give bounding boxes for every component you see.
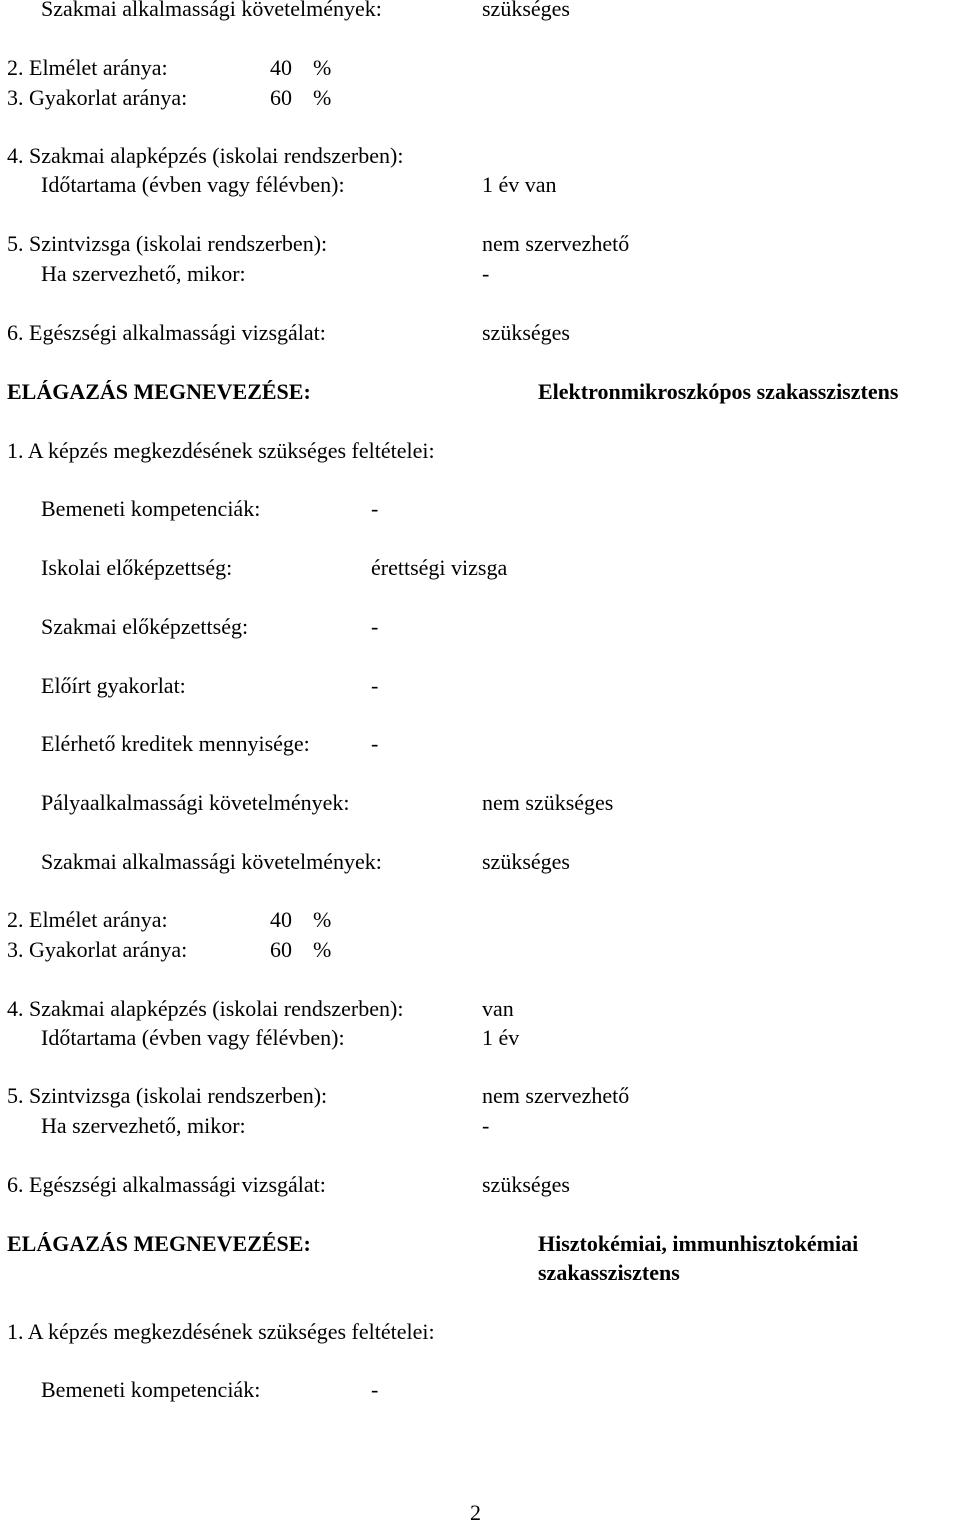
mikor-label: Ha szervezhető, mikor:	[41, 1113, 246, 1138]
bemeneti-label: Bemeneti kompetenciák:	[41, 496, 261, 521]
branch-name-line2: szakasszisztens	[538, 1260, 680, 1285]
branch-name: Elektronmikroszkópos szakasszisztens	[538, 379, 899, 404]
kreditek-value: -	[371, 731, 379, 756]
gyakorlat-unit: %	[313, 85, 332, 110]
bemeneti-label: Bemeneti kompetenciák:	[41, 1377, 261, 1402]
szakmai-alkalmassagi-label: Szakmai alkalmassági követelmények:	[41, 0, 382, 21]
szakmai-eloképzettseg-label: Szakmai előképzettség:	[41, 614, 249, 639]
bemeneti-value: -	[371, 1377, 379, 1402]
elmelet-label: 2. Elmélet aránya:	[7, 907, 168, 932]
egeszsegi-label: 6. Egészségi alkalmassági vizsgálat:	[7, 320, 326, 345]
branch-label: ELÁGAZÁS MEGNEVEZÉSE:	[7, 1231, 311, 1256]
alapkepzes-value: van	[482, 996, 514, 1021]
alapkepzes-label: 4. Szakmai alapképzés (iskolai rendszerben):	[7, 143, 404, 168]
iskolai-value: érettségi vizsga	[371, 555, 508, 580]
gyakorlat-label: 3. Gyakorlat aránya:	[7, 937, 188, 962]
szintvizsga-label: 5. Szintvizsga (iskolai rendszerben):	[7, 231, 328, 256]
elmelet-label: 2. Elmélet aránya:	[7, 55, 168, 80]
idotartam-label: Időtartama (évben vagy félévben):	[41, 172, 345, 197]
feltetelek-heading: 1. A képzés megkezdésének szükséges feltételei:	[7, 1319, 435, 1344]
mikor-label: Ha szervezhető, mikor:	[41, 261, 246, 286]
elmelet-unit: %	[313, 907, 332, 932]
kreditek-label: Elérhető kreditek mennyisége:	[41, 731, 310, 756]
egeszsegi-value: szükséges	[482, 320, 570, 345]
szakmai-alkalmassagi-value: szükséges	[482, 0, 570, 21]
szintvizsga-value: nem szervezhető	[482, 231, 630, 256]
feltetelek-heading: 1. A képzés megkezdésének szükséges feltételei:	[7, 438, 435, 463]
palyaalkalmassagi-value: nem szükséges	[482, 790, 614, 815]
szakmai-alkalmassagi-value: szükséges	[482, 849, 570, 874]
elmelet-value: 40	[270, 907, 292, 932]
gyakorlat-value: 60	[270, 85, 292, 110]
elmelet-unit: %	[313, 55, 332, 80]
szintvizsga-label: 5. Szintvizsga (iskolai rendszerben):	[7, 1083, 328, 1108]
bemeneti-value: -	[371, 496, 379, 521]
idotartam-label: Időtartama (évben vagy félévben):	[41, 1025, 345, 1050]
szakmai-alkalmassagi-label: Szakmai alkalmassági követelmények:	[41, 849, 382, 874]
szakmai-eloképzettseg-value: -	[371, 614, 379, 639]
gyakorlat-label: 3. Gyakorlat aránya:	[7, 85, 188, 110]
szintvizsga-value: nem szervezhető	[482, 1083, 630, 1108]
branch-name-line1: Hisztokémiai, immunhisztokémiai	[538, 1231, 859, 1256]
iskolai-label: Iskolai előképzettség:	[41, 555, 233, 580]
idotartam-value: 1 év van	[482, 172, 557, 197]
eloirt-gyakorlat-value: -	[371, 673, 379, 698]
gyakorlat-value: 60	[270, 937, 292, 962]
egeszsegi-value: szükséges	[482, 1172, 570, 1197]
elmelet-value: 40	[270, 55, 292, 80]
gyakorlat-unit: %	[313, 937, 332, 962]
mikor-value: -	[482, 1113, 490, 1138]
alapkepzes-label: 4. Szakmai alapképzés (iskolai rendszerben):	[7, 996, 404, 1021]
mikor-value: -	[482, 261, 490, 286]
idotartam-value: 1 év	[482, 1025, 520, 1050]
branch-label: ELÁGAZÁS MEGNEVEZÉSE:	[7, 379, 311, 404]
page-number: 2	[470, 1500, 481, 1525]
egeszsegi-label: 6. Egészségi alkalmassági vizsgálat:	[7, 1172, 326, 1197]
eloirt-gyakorlat-label: Előírt gyakorlat:	[41, 673, 186, 698]
palyaalkalmassagi-label: Pályaalkalmassági követelmények:	[41, 790, 350, 815]
